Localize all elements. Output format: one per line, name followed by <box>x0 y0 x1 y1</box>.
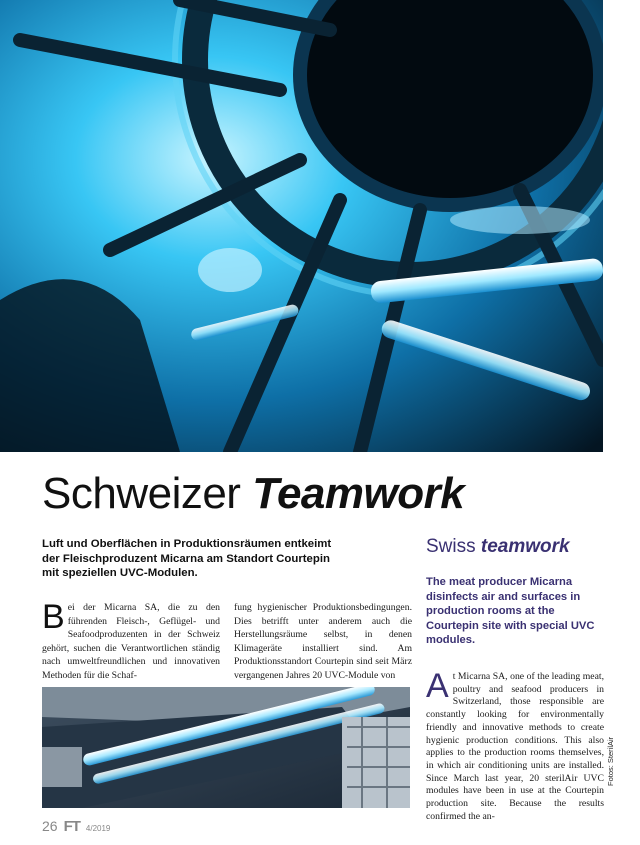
body-text-de-1: ei der Micarna SA, die zu den führenden Fleisch-, Geflügel- und Seafoodproduzenten in der Schweiz gehört, suchen die Verantwortlichen ständig nach umweltfreundlichen und innovativen Methoden für die Schaf- <box>42 602 220 681</box>
page-number: 26 <box>42 818 58 834</box>
body-column-en <box>426 667 604 823</box>
uvc-module-illustration <box>42 687 410 808</box>
issue-number: 4/2019 <box>85 824 111 833</box>
drop-cap-en: A <box>426 667 449 705</box>
photo-credit: Fotos: SterilAir <box>606 736 615 786</box>
title-en-regular: Swiss <box>426 536 476 557</box>
page-footer <box>42 818 110 835</box>
title-en-emphasis: teamwork <box>480 536 570 557</box>
body-column-1 <box>42 598 220 682</box>
body-text-en: t Micarna SA, one of the leading meat, poultry and seafood producers in Switzerland, those responsible are constantly looking for environmentally friendly and innovative methods to create hygienic production conditions. This also applies to the production rooms themselves, in which air conditioning units are installed. Since March last year, 20 sterilAir UVC modules have been in use at the Courtepin production site. Because the results confirmed the an- <box>426 671 604 822</box>
title-en <box>426 536 570 558</box>
drop-cap-de: B <box>42 598 65 636</box>
article-title <box>42 468 464 520</box>
title-emphasis: Teamwork <box>252 469 465 518</box>
magazine-logo: FT <box>63 818 80 835</box>
title-regular: Schweizer <box>42 469 241 518</box>
lead-paragraph-de: Luft und Oberflächen in Produktionsräumen entkeimt der Fleischproduzent Micarna am Standort Courtepin mit speziellen UVC-Modulen. <box>42 538 332 579</box>
lead-paragraph-en: The meat producer Micarna disinfects air and surfaces in production rooms at the Courtepin site with special UVC modules. <box>426 576 595 646</box>
body-column-2: fung hygienischer Produktionsbedingungen. Dies betrifft unter anderem auch die Herstellungsräume selbst, in denen Klimageräte installiert sind. Am Produktionsstandort Courtepin sind seit März vergangenen Jahres 20 UVC-Module von <box>234 602 412 681</box>
uvc-module-photo <box>42 687 410 808</box>
